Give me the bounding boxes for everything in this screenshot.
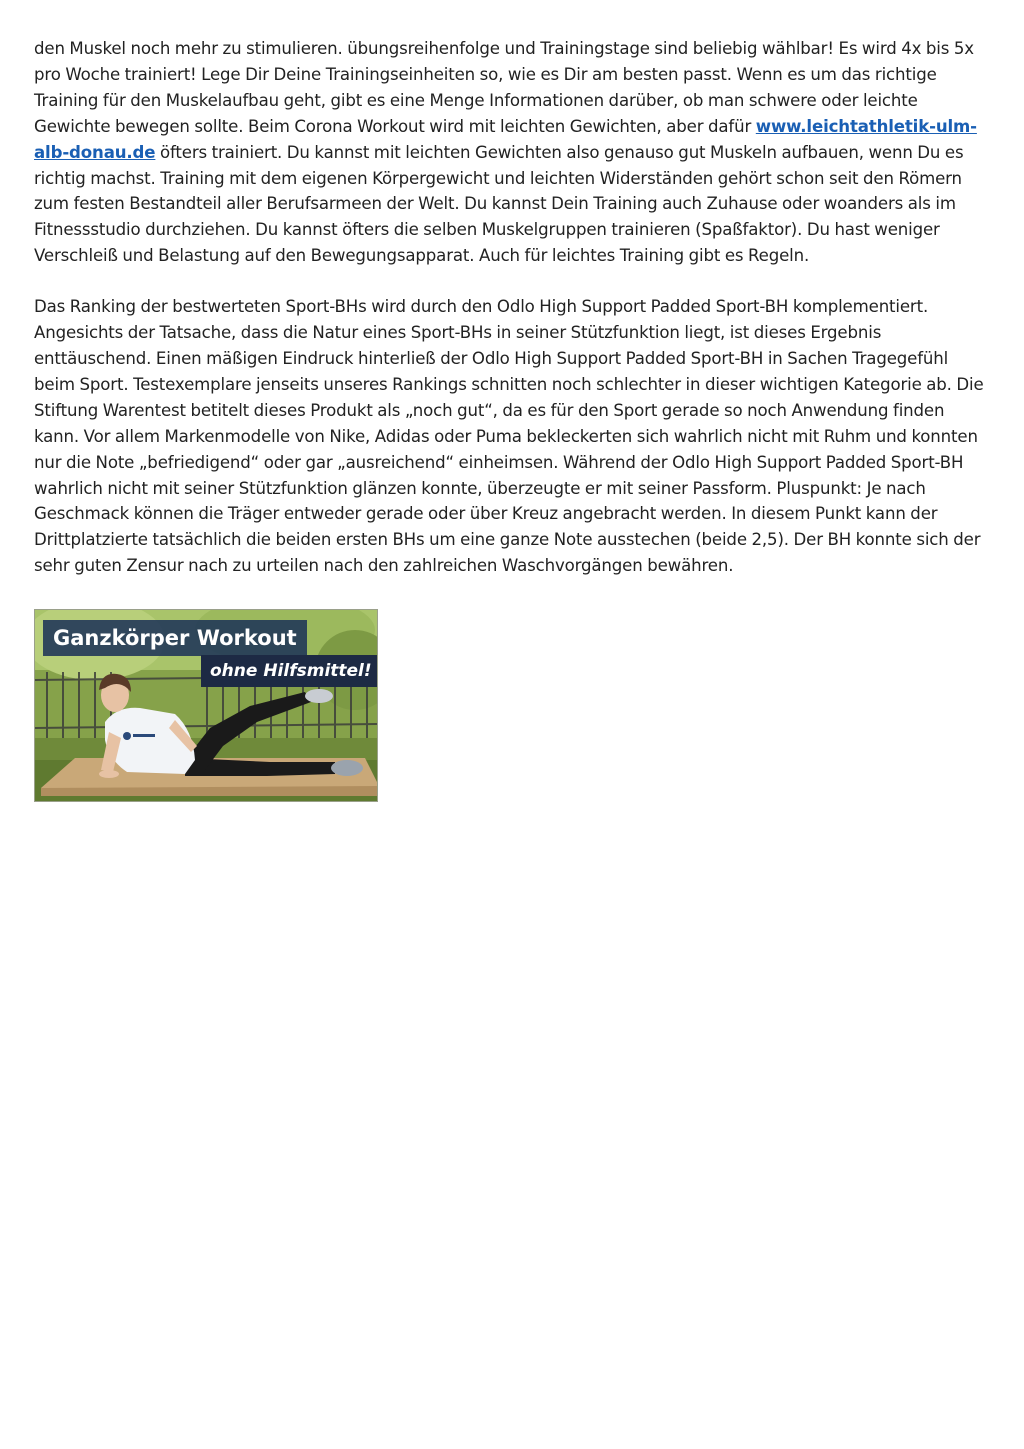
article-body [34,36,992,579]
website-link[interactable]: www.leichtathletik-ulm-alb-donau.de [34,116,977,162]
workout-video-thumbnail[interactable] [34,609,378,802]
paragraph-workout [34,36,992,269]
thumbnail-title: Ganzkörper Workout [43,620,307,656]
thumbnail-subtitle: ohne Hilfsmittel! [201,655,378,687]
paragraph-workout-text-start: den Muskel noch mehr zu stimulieren. übungsreihenfolge und Trainingstage sind beliebig wählbar! Es wird 4x bis 5x pro Woche trainiert! Lege Dir Deine Trainingseinheiten so, wie es Dir am besten passt. Wenn es um das richtige Training für den Muskelaufbau geht, gibt es eine Menge Informationen darüber, ob man schwere oder leichte Gewichte bewegen sollte. Beim Corona Workout wird mit leichten Gewichten, aber dafür [34,39,974,136]
paragraph-sport-bh: Das Ranking der bestwerteten Sport-BHs wird durch den Odlo High Support Padded Sport-BH komplementiert. Angesichts der Tatsache, dass die Natur eines Sport-BHs in seiner Stützfunktion liegt, ist dieses Ergebnis enttäuschend. Einen mäßigen Eindruck hinterließ der Odlo High Support Padded Sport-BH in Sachen Tragegefühl beim Sport. Testexemplare jenseits unseres Rankings schnitten noch schlechter in dieser wichtigen Kategorie ab. Die Stiftung Warentest betitelt dieses Produkt als „noch gut“, da es für den Sport gerade so noch Anwendung finden kann. Vor allem Markenmodelle von Nike, Adidas oder Puma bekleckerten sich wahrlich nicht mit Ruhm und konnten nur die Note „befriedigend“ oder gar „ausreichend“ einheimsen. Während der Odlo High Support Padded Sport-BH wahrlich nicht mit seiner Stützfunktion glänzen konnte, überzeugte er mit seiner Passform. Pluspunkt: Je nach Geschmack können die Träger entweder gerade oder über Kreuz angebracht werden. In diesem Punkt kann der Drittplatzierte tatsächlich die beiden ersten BHs um eine ganze Note ausstechen (beide 2,5). Der BH konnte sich der sehr guten Zensur nach zu urteilen nach den zahlreichen Waschvorgängen bewähren. [34,297,984,576]
paragraph-workout-text-end: öfters trainiert. Du kannst mit leichten Gewichten also genauso gut Muskeln aufbauen, wenn Du es richtig machst. Training mit dem eigenen Körpergewicht und leichten Widerständen gehört schon seit den Römern zum festen Bestandteil aller Berufsarmeen der Welt. Du kannst Dein Training auch Zuhause oder woanders als im Fitnessstudio durchziehen. Du kannst öfters die selben Muskelgruppen trainieren (Spaßfaktor). Du hast weniger Verschleiß und Belastung auf den Bewegungsapparat. Auch für leichtes Training gibt es Regeln. [34,142,964,266]
